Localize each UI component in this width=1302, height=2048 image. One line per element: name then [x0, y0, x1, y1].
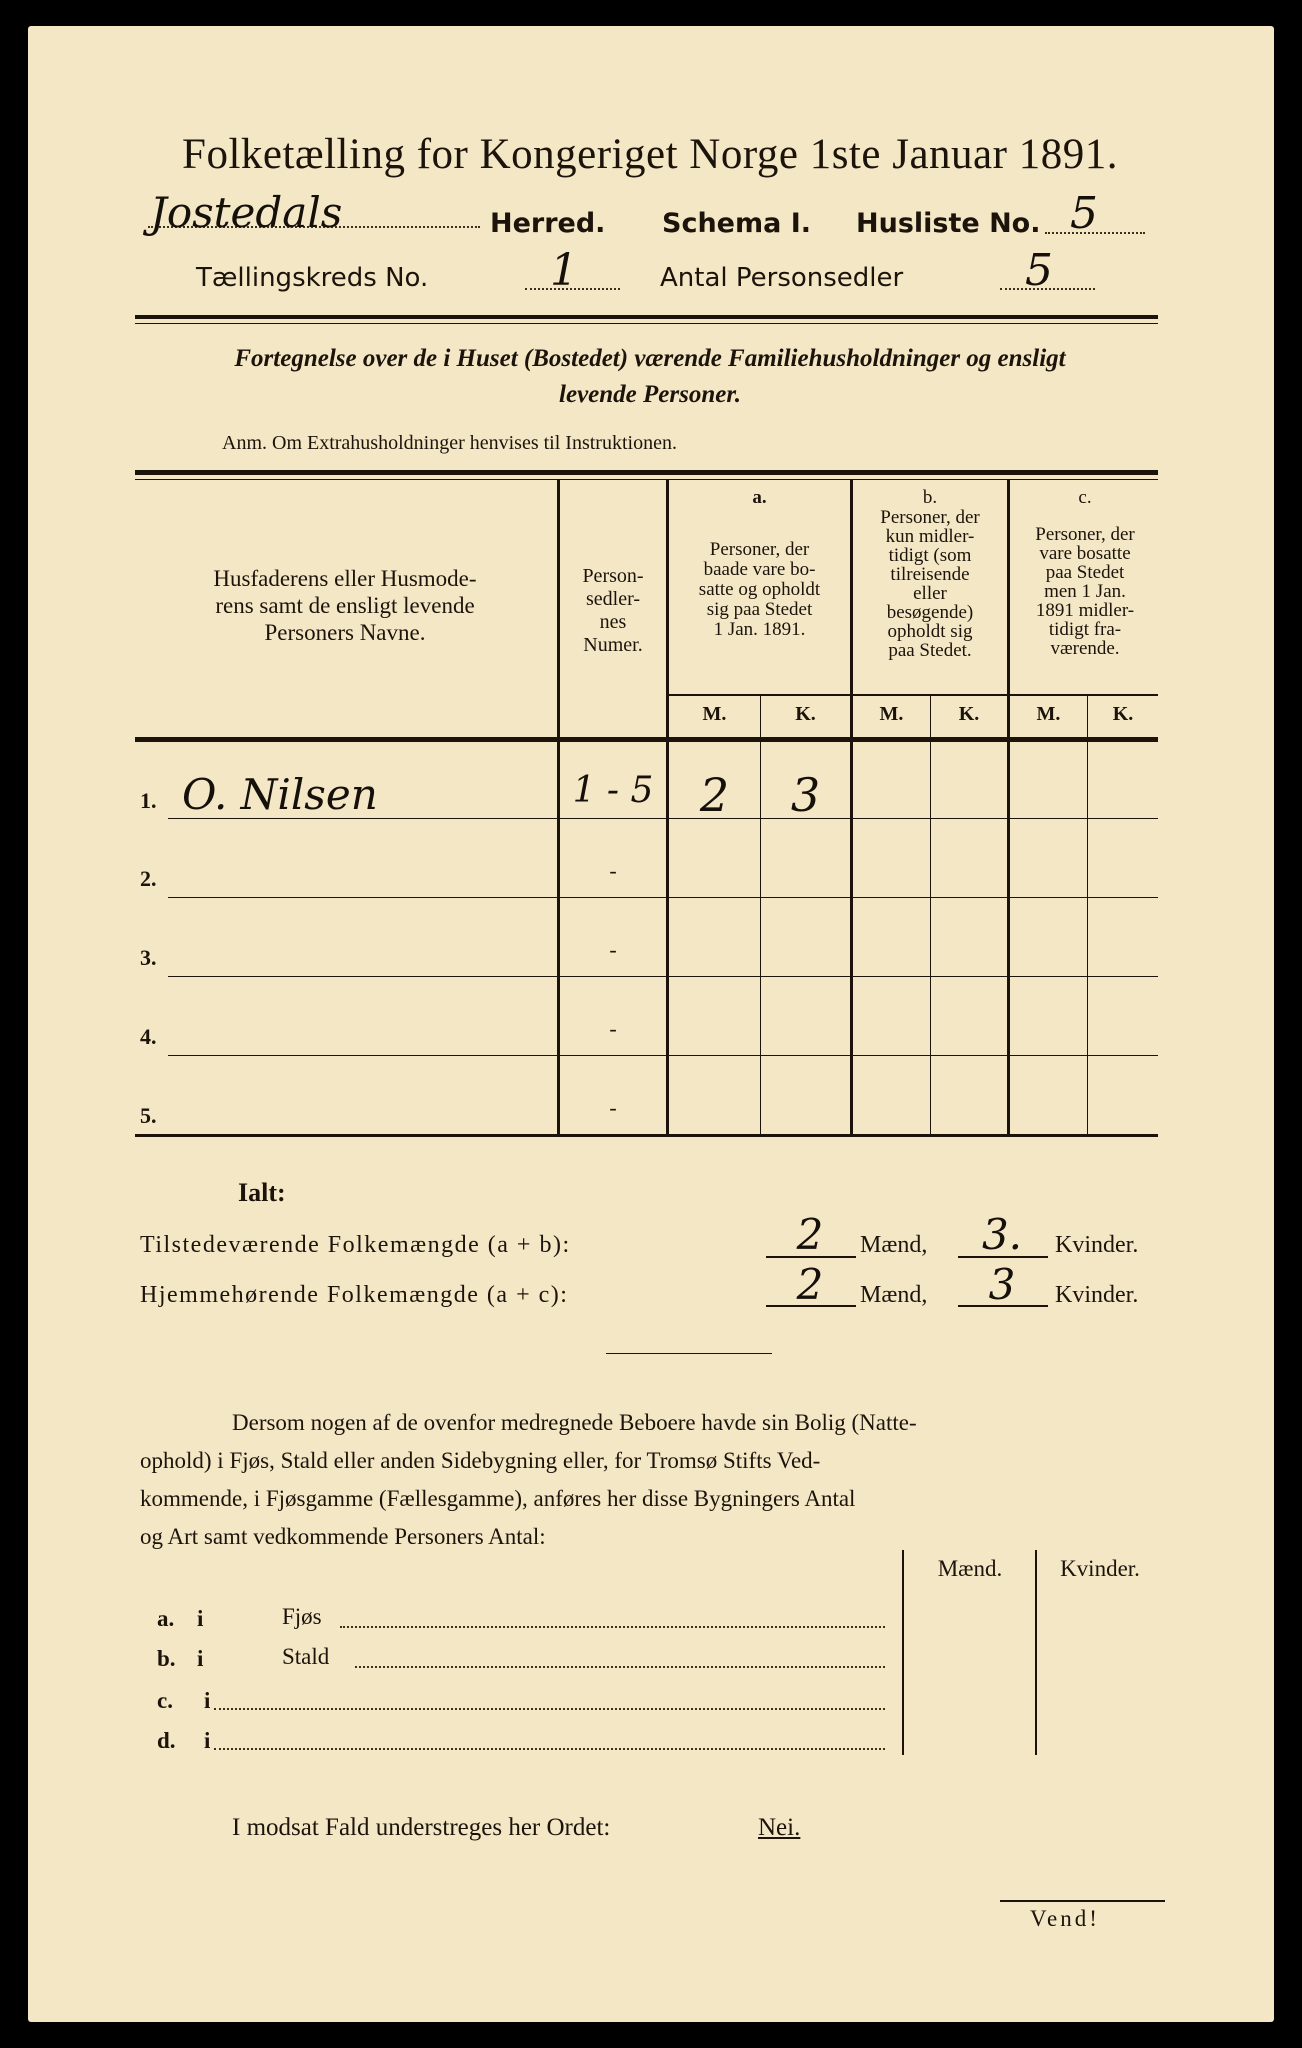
building-i: i: [204, 1728, 211, 1753]
row-numer: -: [609, 1095, 617, 1120]
tilstede-kvinder-value: 3.: [981, 1210, 1023, 1259]
col-c-letter: c.: [1078, 487, 1092, 508]
building-letter: a.: [157, 1606, 175, 1631]
b-m-label: M.: [879, 703, 904, 725]
husliste-value: 5: [1070, 188, 1098, 239]
a-k-label: K.: [795, 703, 816, 725]
a-m-label: M.: [702, 703, 727, 725]
hjemme-label: Hjemmehørende Folkemængde (a + c):: [140, 1282, 569, 1308]
taellingskreds-value: 1: [550, 245, 578, 296]
building-name-stald: Stald: [282, 1644, 330, 1669]
herred-label: Herred.: [490, 208, 606, 239]
vend-label: Vend!: [1030, 1906, 1100, 1931]
instructions-paragraph: Dersom nogen af de ovenfor medregnede Beboere havde sin Bolig (Natte- ophold) i Fjøs, Stald eller anden Sidebygning eller, for Tromsø Stifts Ved- kommende, i Fjøsgamme (Fællesgamme), anføres her disse Bygningers Antal og Art samt vedkommende Personers Antal:: [140, 1410, 917, 1549]
footer-word-nei: Nei.: [758, 1814, 801, 1841]
numer-column-header: Person- sedler- nes Numer.: [582, 565, 644, 656]
building-letter: b.: [157, 1646, 176, 1671]
row-numer: -: [609, 858, 617, 883]
names-column-header: Husfaderens eller Husmode- rens samt de ensligt levende Personers Navne.: [213, 566, 477, 645]
c-k-label: K.: [1112, 703, 1134, 725]
building-name-fjos: Fjøs: [282, 1604, 322, 1629]
building-letter: c.: [157, 1688, 173, 1713]
col-b-letter: b.: [922, 487, 938, 508]
building-letter: d.: [157, 1728, 176, 1753]
tilstede-maend-value: 2: [796, 1210, 824, 1259]
row-number: 4.: [140, 1024, 157, 1049]
taellingskreds-label: Tællingskreds No.: [196, 263, 429, 293]
subtitle-line2: levende Personer.: [559, 381, 741, 408]
row-number: 1.: [140, 788, 157, 813]
tilstede-label: Tilstedeværende Folkemængde (a + b):: [140, 1232, 571, 1258]
row-number: 5.: [140, 1103, 157, 1128]
b-k-label: K.: [958, 703, 980, 725]
kvinder-label: Kvinder.: [1055, 1282, 1139, 1308]
maend-label: Mænd,: [860, 1232, 928, 1258]
buildings-maend-header: Mænd.: [937, 1556, 1003, 1581]
col-b-header: Personer, der kun midler- tidigt (som tilreisende eller besøgende) opholdt sig paa Stedet.: [880, 507, 980, 661]
c-m-label: M.: [1036, 703, 1061, 725]
footer-text: I modsat Fald understreges her Ordet:: [232, 1814, 611, 1841]
schema-label: Schema I.: [662, 208, 812, 239]
col-c-header: Personer, der vare bosatte paa Stedet men 1 Jan. 1891 midler- tidigt fra- værende.: [1035, 524, 1135, 659]
row-numer: -: [609, 937, 617, 962]
household-name: O. Nilsen: [182, 770, 378, 819]
building-i: i: [197, 1606, 204, 1631]
husliste-label: Husliste No.: [856, 208, 1041, 239]
building-i: i: [197, 1646, 204, 1671]
antal-value: 5: [1025, 245, 1053, 296]
building-i: i: [204, 1688, 211, 1713]
buildings-kvinder-header: Kvinder.: [1060, 1556, 1140, 1581]
row-numer: -: [609, 1016, 617, 1041]
col-a-letter: a.: [752, 487, 767, 508]
hjemme-kvinder-value: 3: [988, 1260, 1016, 1309]
col-a-header: Personer, der baade vare bo- satte og opholdt sig paa Stedet 1 Jan. 1891.: [698, 539, 821, 640]
herred-value: Jostedals: [150, 188, 343, 237]
antal-label: Antal Personsedler: [660, 263, 904, 293]
maend-label: Mænd,: [860, 1282, 928, 1308]
hjemme-maend-value: 2: [796, 1260, 824, 1309]
a-k-value: 3: [790, 768, 821, 822]
row-number: 3.: [140, 945, 157, 970]
kvinder-label: Kvinder.: [1055, 1232, 1139, 1258]
a-m-value: 2: [699, 768, 730, 822]
ialt-label: Ialt:: [238, 1178, 286, 1207]
form-title: Folketælling for Kongeriget Norge 1ste Januar 1891.: [182, 131, 1118, 178]
note: Anm. Om Extrahusholdninger henvises til Instruktionen.: [222, 432, 677, 454]
subtitle-line1: Fortegnelse over de i Huset (Bostedet) værende Familiehusholdninger og ensligt: [234, 345, 1066, 372]
row-numer: 1 - 5: [572, 770, 654, 811]
row-number: 2.: [140, 866, 157, 891]
